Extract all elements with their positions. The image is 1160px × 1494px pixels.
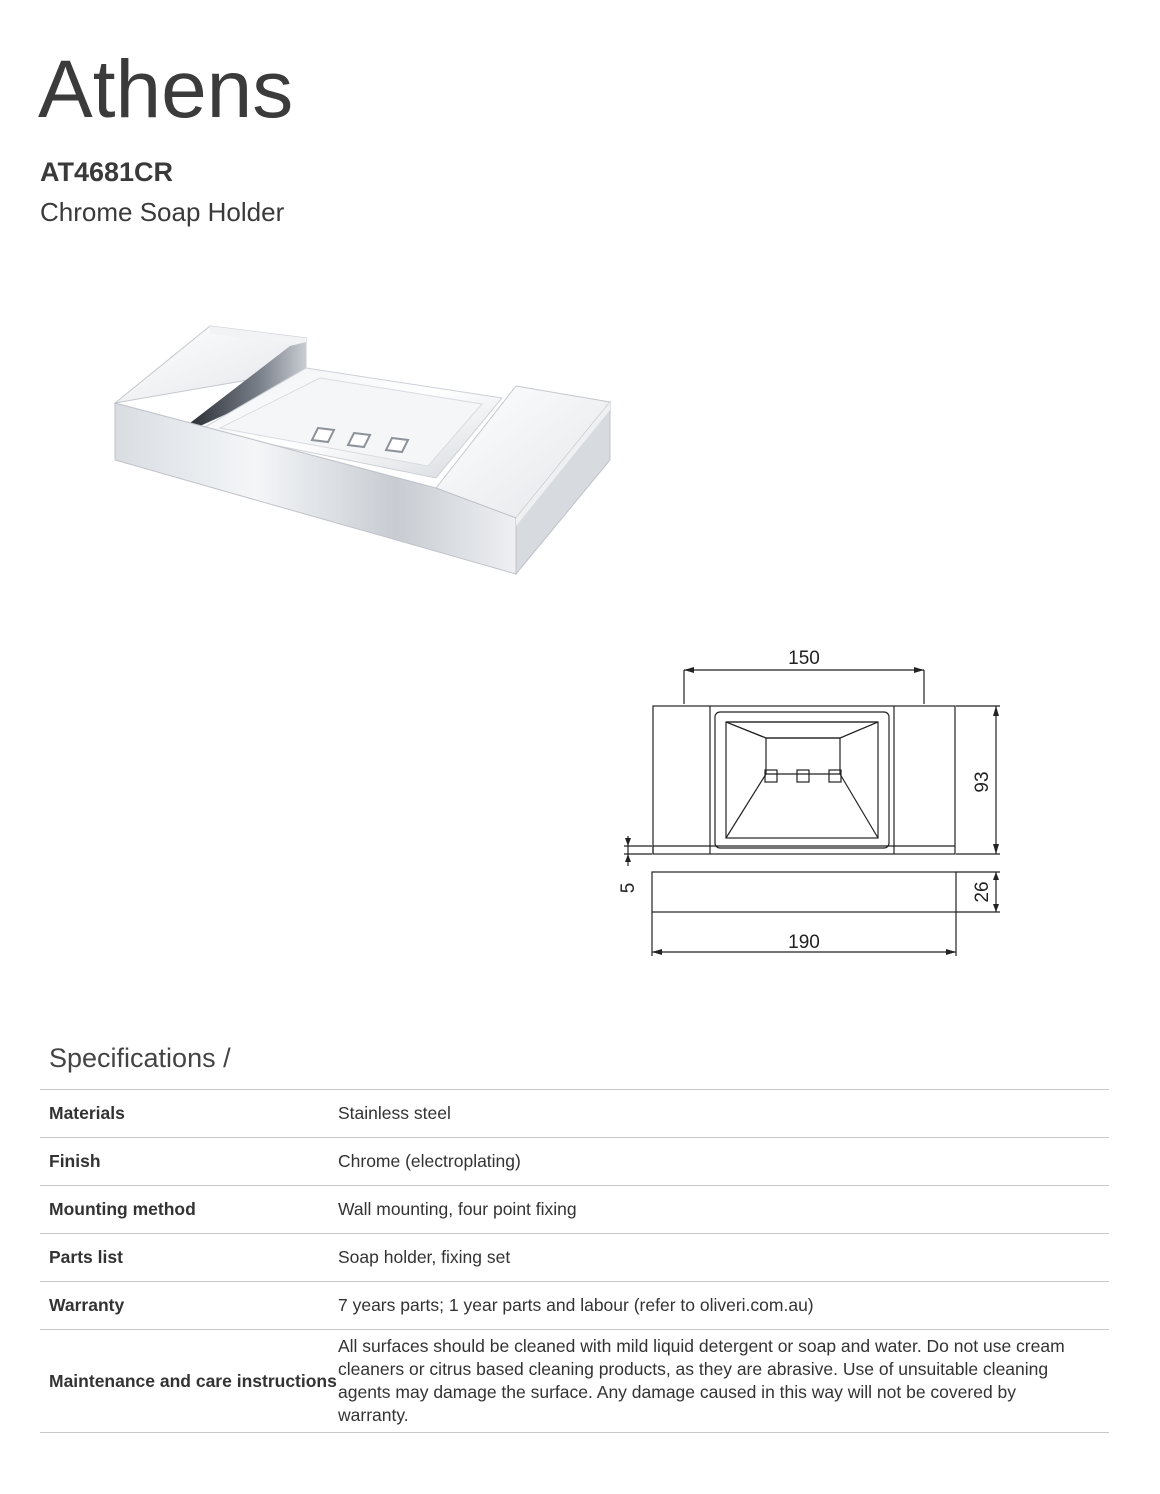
spec-label: Mounting method — [49, 1199, 196, 1219]
product-image — [110, 318, 620, 588]
spec-label: Materials — [49, 1103, 125, 1123]
brand-title: Athens — [38, 44, 294, 135]
spec-value: Stainless steel — [338, 1103, 451, 1123]
dim-26: 26 — [972, 881, 993, 903]
specifications-heading: Specifications / — [49, 1043, 231, 1073]
spec-value: Chrome (electroplating) — [338, 1151, 521, 1171]
dim-93: 93 — [972, 771, 993, 793]
technical-drawing — [610, 640, 1010, 970]
dim-5: 5 — [618, 882, 639, 894]
table-row — [40, 1234, 1109, 1282]
spec-value: Soap holder, fixing set — [338, 1247, 511, 1267]
spec-label: Finish — [49, 1151, 101, 1171]
table-row — [40, 1090, 1109, 1138]
specifications-table — [40, 1089, 1109, 1433]
spec-label: Parts list — [49, 1247, 123, 1267]
table-row — [40, 1186, 1109, 1234]
spec-value: 7 years parts; 1 year parts and labour (refer to oliveri.com.au) — [338, 1295, 814, 1315]
spec-value: Wall mounting, four point fixing — [338, 1199, 577, 1219]
spec-label: Maintenance and care instructions — [49, 1370, 337, 1391]
dim-150: 150 — [788, 648, 820, 669]
dim-190: 190 — [788, 932, 820, 953]
product-name: Chrome Soap Holder — [40, 197, 285, 227]
table-row — [40, 1330, 1109, 1433]
spec-label: Warranty — [49, 1295, 125, 1315]
table-row — [40, 1282, 1109, 1330]
table-row — [40, 1138, 1109, 1186]
product-code: AT4681CR — [40, 157, 174, 187]
spec-value: All surfaces should be cleaned with mild liquid detergent or soap and water. Do not use cream cleaners or citrus based cleaning products, as they are abrasive. Use of unsuitable cleaning agents may damage the surface. Any damage caused in this way will not be covered by warranty. — [338, 1336, 1065, 1425]
